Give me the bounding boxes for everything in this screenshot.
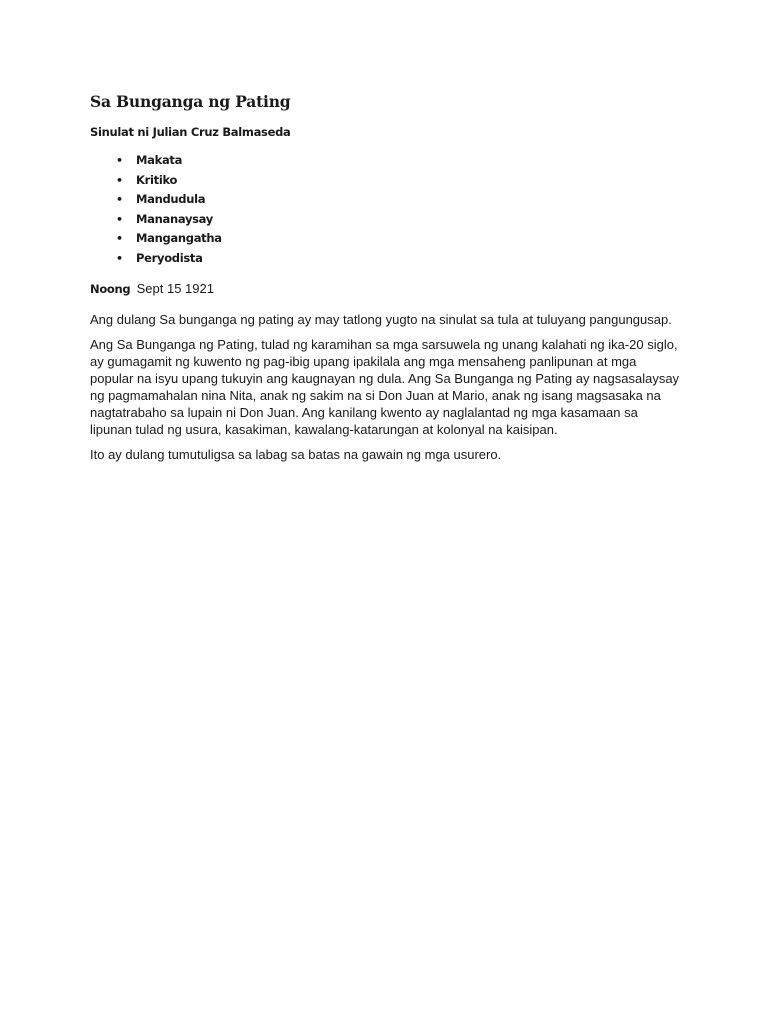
paragraph-summary: Ang Sa Bunganga ng Pating, tulad ng karamihan sa mga sarsuwela ng unang kalahati ng ika-20 siglo, ay gumagamit ng kuwento ng pag-ibig upang ipakilala ang mga mensaheng panlipunan at mga popular na isyu upang tukuyin ang kaugnayan ng dula. Ang Sa Bunganga ng Pating ay nagsasalaysay ng pagmamahalan nina Nita, anak ng sakim na si Don Juan at Mario, anak ng isang magsasaka na nagtatrabaho sa lupain ni Don Juan. Ang kanilang kwento ay naglalantad ng mga kasamaan sa lipunan tulad ng usura, kasakiman, kawalang-katarungan at kolonyal na kaisipan. xyxy=(90,337,680,437)
document-page xyxy=(90,92,690,471)
bullet-icon: • xyxy=(116,212,123,226)
role-label: Mangangatha xyxy=(136,231,222,245)
list-item xyxy=(90,249,690,269)
list-item xyxy=(90,229,690,249)
role-label: Peryodista xyxy=(136,250,203,265)
paragraph-intro: Ang dulang Sa bunganga ng pating ay may tatlong yugto na sinulat sa tula at tuluyang pangungusap. xyxy=(90,312,672,327)
author-byline: Sinulat ni Julian Cruz Balmaseda xyxy=(90,125,291,139)
date-label: Noong xyxy=(90,282,131,296)
role-label: Makata xyxy=(136,153,183,167)
date-value: Sept 15 1921 xyxy=(136,281,214,296)
document-title: Sa Bunganga ng Pating xyxy=(90,92,291,111)
list-item xyxy=(90,171,690,191)
bullet-icon: • xyxy=(116,193,123,206)
bullet-icon: • xyxy=(116,251,123,265)
role-label: Kritiko xyxy=(136,172,178,187)
list-item xyxy=(90,210,690,230)
paragraph-conclusion: Ito ay dulang tumutuligsa sa labag sa batas na gawain ng mga usurero. xyxy=(90,447,502,462)
bullet-icon: • xyxy=(116,154,123,167)
bullet-icon: • xyxy=(116,173,123,187)
author-roles-list xyxy=(90,151,690,268)
role-label: Mananaysay xyxy=(136,211,213,226)
bullet-icon: • xyxy=(116,232,123,245)
list-item xyxy=(90,151,690,171)
role-label: Mandudula xyxy=(136,192,206,206)
date-line xyxy=(90,281,690,297)
list-item xyxy=(90,190,690,210)
